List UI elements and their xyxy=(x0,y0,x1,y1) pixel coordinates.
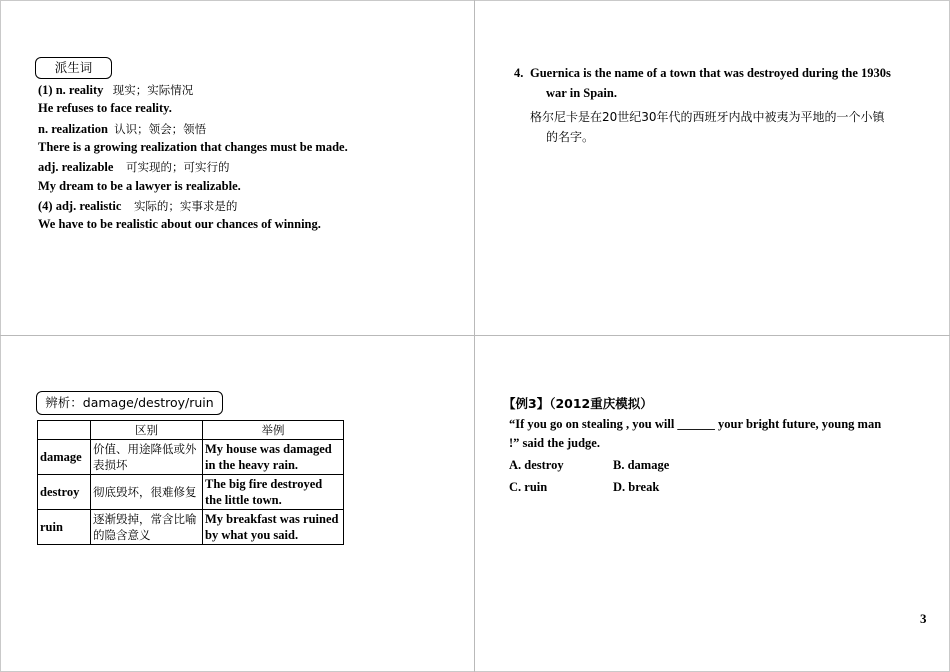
table-cell-word: damage xyxy=(38,440,91,475)
table-row xyxy=(38,510,344,545)
table-header xyxy=(38,421,91,440)
table-row xyxy=(38,475,344,510)
table-cell-example: My house was damaged in the heavy rain. xyxy=(203,440,344,475)
page-number: 3 xyxy=(920,611,927,626)
derivative-line-2 xyxy=(38,121,206,137)
derivative-line-4 xyxy=(38,198,237,214)
derivative-word: n. realization xyxy=(38,122,108,136)
table-header: 举例 xyxy=(203,421,344,440)
table-cell-example: My breakfast was ruined by what you said. xyxy=(203,510,344,545)
item-number: 4. xyxy=(514,66,524,80)
sentence-english-line-1: Guernica is the name of a town that was destroyed during the 1930s xyxy=(530,66,891,80)
question-line-2: !” said the judge. xyxy=(509,436,600,450)
table-header: 区别 xyxy=(91,421,203,440)
sentence-chinese-line-2: 的名字。 xyxy=(546,130,595,144)
horizontal-divider xyxy=(0,335,950,336)
question-line-1: “If you go on stealing , you will ______ your bright future, young man xyxy=(509,417,882,431)
derivative-word: (1) n. reality xyxy=(38,83,104,97)
table-cell-difference: 价值、用途降低或外表损坏 xyxy=(91,440,203,475)
option-a: A. destroy xyxy=(509,458,564,472)
table-row xyxy=(38,440,344,475)
example-sentence-1: He refuses to face reality. xyxy=(38,101,172,115)
comparison-tag xyxy=(36,391,223,415)
table-cell-difference: 逐渐毁掉，常含比喻的隐含意义 xyxy=(91,510,203,545)
option-d: D. break xyxy=(613,480,660,494)
sentence-english-line-2: war in Spain. xyxy=(546,86,617,100)
table-cell-word: ruin xyxy=(38,510,91,545)
sentence-chinese-line-1: 格尔尼卡是在20世纪30年代的西班牙内战中被夷为平地的一个小镇 xyxy=(530,110,885,124)
option-c: C. ruin xyxy=(509,480,548,494)
derivative-line-3 xyxy=(38,159,229,175)
example-sentence-4: We have to be realistic about our chances of winning. xyxy=(38,217,321,231)
table-cell-word: destroy xyxy=(38,475,91,510)
example-heading: 【例3】（2012重庆模拟） xyxy=(503,396,653,411)
derivative-word: adj. realizable xyxy=(38,160,114,174)
option-b: B. damage xyxy=(613,458,670,472)
example-sentence-3: My dream to be a lawyer is realizable. xyxy=(38,179,241,193)
derivative-meaning: 可实现的；可实行的 xyxy=(125,160,230,174)
derivative-meaning: 认识；领会；领悟 xyxy=(114,122,207,136)
derivatives-tag: 派生词 xyxy=(35,57,112,79)
example-sentence-2: There is a growing realization that changes must be made. xyxy=(38,140,348,154)
derivative-word: (4) adj. realistic xyxy=(38,199,122,213)
comparison-table xyxy=(37,420,344,545)
table-cell-example: The big fire destroyed the little town. xyxy=(203,475,344,510)
table-header-row xyxy=(38,421,344,440)
comparison-tag-label: 辨析：damage/destroy/ruin xyxy=(45,395,214,410)
table-cell-difference: 彻底毁坏，很难修复 xyxy=(91,475,203,510)
vertical-divider xyxy=(474,0,475,672)
derivative-line-1 xyxy=(38,82,193,98)
derivative-meaning: 现实；实际情况 xyxy=(112,83,194,97)
derivative-meaning: 实际的；实事求是的 xyxy=(133,199,238,213)
